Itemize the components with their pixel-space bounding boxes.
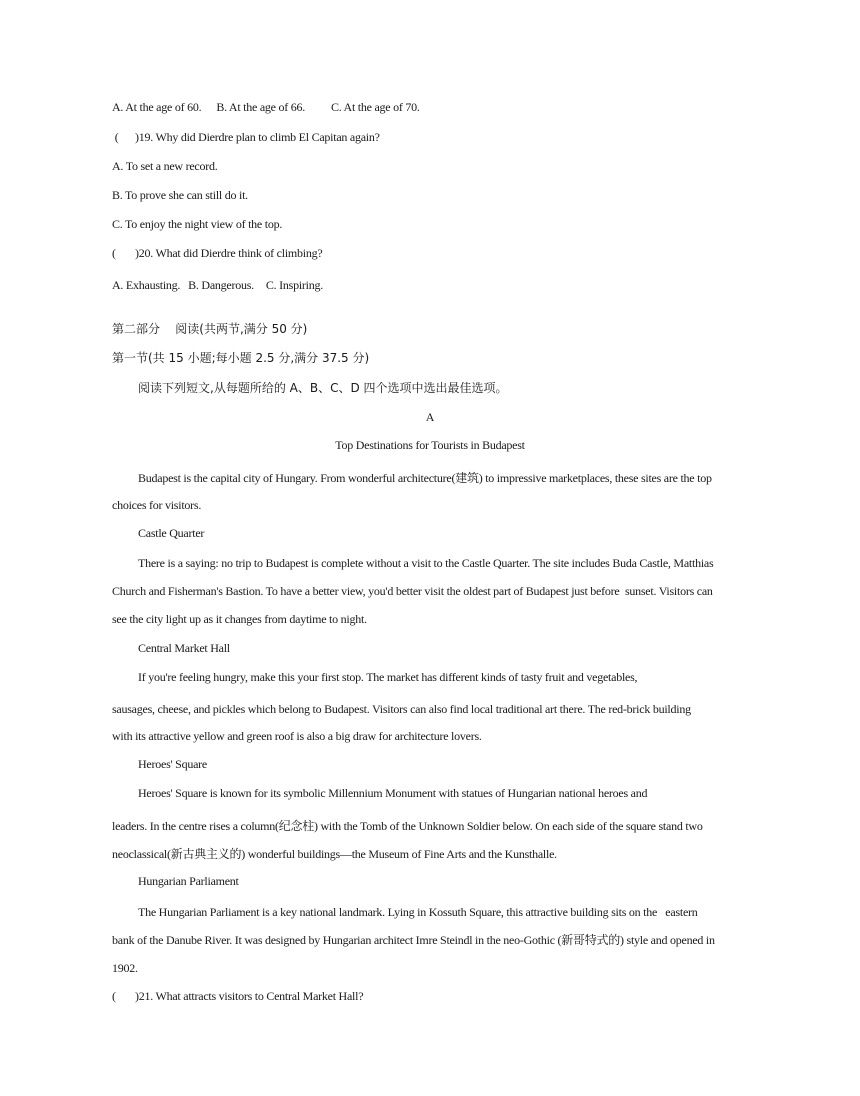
q18-option-b: B. At the age of 66. [216, 100, 305, 114]
heroes-line-1: Heroes' Square is known for its symbolic Millennium Monument with statues of Hungarian national heroes and [138, 786, 648, 800]
castle-line-3: see the city light up as it changes from daytime to night. [112, 612, 367, 626]
parliament-line-1: The Hungarian Parliament is a key national landmark. Lying in Kossuth Square, this attractive building sits on the eastern [138, 905, 698, 919]
q20-option-b: B. Dangerous. [188, 278, 254, 292]
heading-hungarian-parliament: Hungarian Parliament [138, 874, 239, 888]
reading-instruction: 阅读下列短文,从每题所给的 A、B、C、D 四个选项中选出最佳选项。 [138, 381, 508, 395]
market-line-3: with its attractive yellow and green roof is also a big draw for architecture lovers. [112, 729, 482, 743]
q20-option-c: C. Inspiring. [265, 278, 324, 292]
q20-options [112, 277, 323, 293]
heroes-line-2: leaders. In the centre rises a column(纪念柱) with the Tomb of the Unknown Soldier below. On each side of the square stand two [112, 819, 703, 833]
q19-option-b: B. To prove she can still do it. [112, 188, 248, 202]
passage-letter: A [425, 410, 435, 424]
intro-line-2: choices for visitors. [112, 498, 202, 512]
intro-line-1: Budapest is the capital city of Hungary. From wonderful architecture(建筑) to impressive marketplaces, these sites are the top [138, 471, 712, 485]
q18-option-a: A. At the age of 60. [112, 100, 202, 114]
q21-question: ( )21. What attracts visitors to Central Market Hall? [112, 989, 364, 1003]
passage-title: Top Destinations for Tourists in Budapest [335, 438, 525, 452]
q19-question: ( )19. Why did Dierdre plan to climb El Capitan again? [112, 130, 380, 144]
heading-heroes-square: Heroes' Square [138, 757, 207, 771]
q19-option-c: C. To enjoy the night view of the top. [112, 217, 283, 231]
parliament-line-3: 1902. [112, 961, 138, 975]
heroes-line-3: neoclassical(新古典主义的) wonderful buildings—the Museum of Fine Arts and the Kunsthalle. [112, 847, 557, 861]
market-line-1: If you're feeling hungry, make this your first stop. The market has different kinds of tasty fruit and vegetables, [138, 670, 638, 684]
part2-heading: 第二部分 阅读(共两节,满分 50 分) [112, 322, 308, 336]
q20-option-a: A. Exhausting. [112, 278, 181, 292]
heading-central-market: Central Market Hall [138, 641, 230, 655]
section1-heading: 第一节(共 15 小题;每小题 2.5 分,满分 37.5 分) [112, 351, 370, 365]
castle-line-2: Church and Fisherman's Bastion. To have a better view, you'd better visit the oldest part of Budapest just before sunset. Visitors can [112, 584, 713, 598]
q20-question: ( )20. What did Dierdre think of climbing? [112, 246, 323, 260]
q19-option-a: A. To set a new record. [112, 159, 218, 173]
q18-option-c: C. At the age of 70. [330, 100, 420, 114]
castle-line-1: There is a saying: no trip to Budapest is complete without a visit to the Castle Quarter. The site includes Buda Castle, Matthias [138, 556, 714, 570]
heading-castle-quarter: Castle Quarter [138, 526, 205, 540]
market-line-2: sausages, cheese, and pickles which belong to Budapest. Visitors can also find local traditional art there. The red-brick building [112, 702, 691, 716]
q18-options [112, 99, 420, 115]
parliament-line-2: bank of the Danube River. It was designed by Hungarian architect Imre Steindl in the neo-Gothic (新哥特式的) style and opened in [112, 933, 715, 947]
